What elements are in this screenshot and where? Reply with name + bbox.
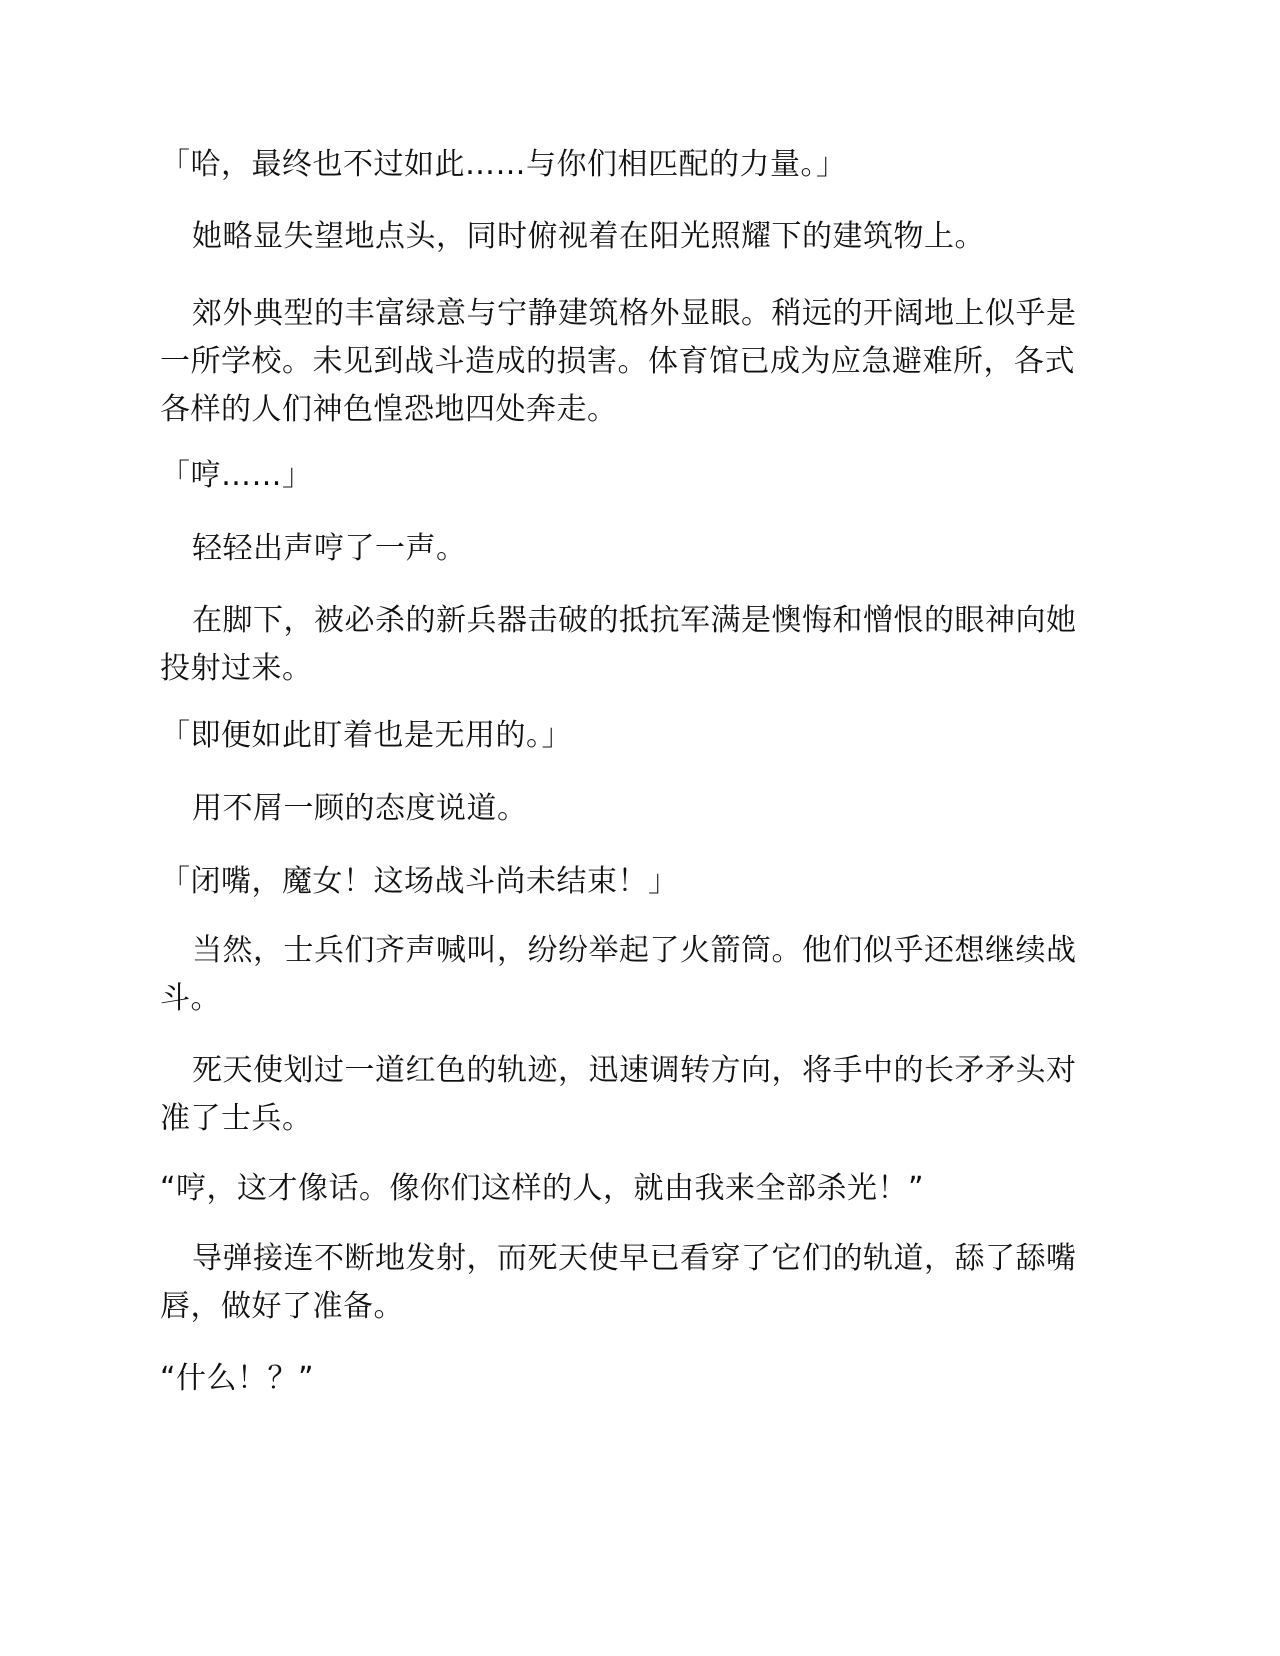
paragraph-dialogue-5: “哼，这才像话。像你们这样的人，就由我来全部杀光！”	[160, 1171, 925, 1206]
paragraph-narration-4: 在脚下，被必杀的新兵器击破的抵抗军满是懊悔和憎恨的眼神向她投射过来。	[160, 603, 1077, 686]
paragraph-dialogue-3: 「即便如此盯着也是无用的。」	[160, 718, 572, 753]
paragraph-dialogue-2: 「哼……」	[160, 458, 313, 493]
paragraph-narration-2: 郊外典型的丰富绿意与宁静建筑格外显眼。稍远的开阔地上似乎是一所学校。未见到战斗造成的损害。体育馆已成为应急避难所，各式各样的人们神色惶恐地四处奔走。	[160, 296, 1077, 427]
paragraph-narration-6: 当然，士兵们齐声喊叫，纷纷举起了火箭筒。他们似乎还想继续战斗。	[160, 933, 1077, 1016]
paragraph-narration-3: 轻轻出声哼了一声。	[192, 531, 467, 566]
paragraph-dialogue-4: 「闭嘴，魔女！这场战斗尚未结束！」	[160, 864, 679, 899]
paragraph-dialogue-1: 「哈，最终也不过如此……与你们相匹配的力量。」	[160, 147, 847, 182]
paragraph-narration-5: 用不屑一顾的态度说道。	[192, 791, 528, 826]
paragraph-narration-7: 死天使划过一道红色的轨迹，迅速调转方向，将手中的长矛矛头对准了士兵。	[160, 1053, 1077, 1136]
paragraph-narration-8: 导弹接连不断地发射，而死天使早已看穿了它们的轨道，舔了舔嘴唇，做好了准备。	[160, 1241, 1077, 1324]
paragraph-narration-1: 她略显失望地点头，同时俯视着在阳光照耀下的建筑物上。	[192, 219, 985, 254]
paragraph-dialogue-6: “什么！？”	[160, 1361, 315, 1396]
